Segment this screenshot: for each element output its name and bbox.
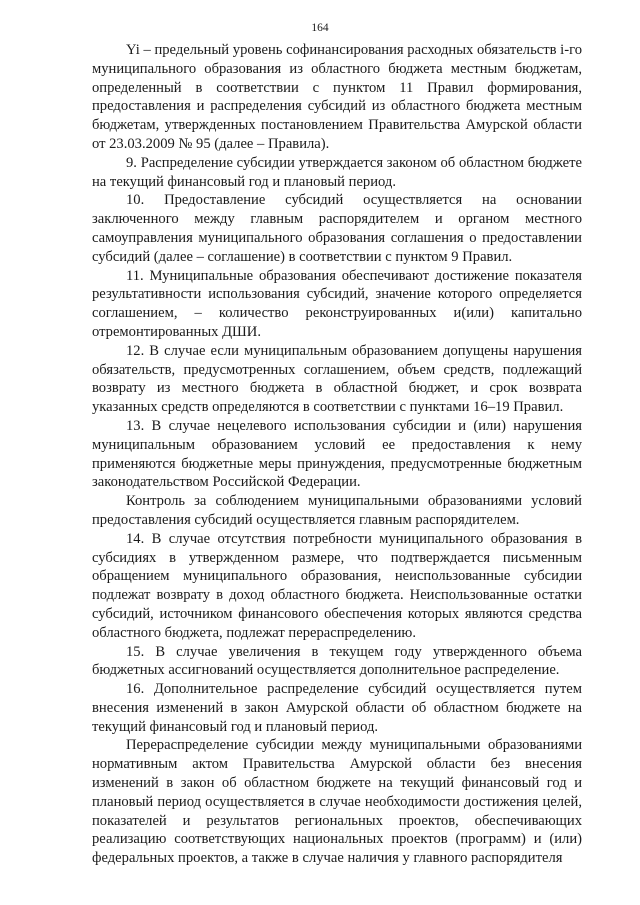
paragraph-10: 10. Предоставление субсидий осуществляется на основании заключенного между главным распорядителем и органом местного самоуправления муниципального образования соглашения о предоставлении субсидий (далее – соглашение) в соответствии с пунктом 9 Правил. xyxy=(92,192,582,265)
paragraph-16: 16. Дополнительное распределение субсидий осуществляется путем внесения изменений в закон Амурской области об областном бюджете на текущий финансовый год и плановый период. xyxy=(92,681,582,735)
paragraph-15: 15. В случае увеличения в текущем году утвержденного объема бюджетных ассигнований осуществляется дополнительное распределение. xyxy=(92,643,582,679)
paragraph-12: 12. В случае если муниципальным образованием допущены нарушения обязательств, предусмотренных соглашением, объем средств, подлежащий возврату из местного бюджета в областной бюджет, и срок возврата указанных средств определяются в соответствии с пунктами 16–19 Правил. xyxy=(92,342,582,416)
paragraph-11: 11. Муниципальные образования обеспечивают достижение показателя результативности использования субсидий, значение которого определяется соглашением, – количество реконструированных и(или) капитально отремонтированных ДШИ. xyxy=(92,267,582,340)
paragraph-13-control: Контроль за соблюдением муниципальными образованиями условий предоставления субсидий осуществляется главным распорядителем. xyxy=(92,493,582,528)
paragraph-14: 14. В случае отсутствия потребности муниципального образования в субсидиях в утвержденном размере, что подтверждается письменным обращением муниципального образования, неиспользованные субсидии подлежат возврату в доход областного бюджета. Неиспользованные остатки субсидий, источником финансового обеспечения которых являются средства областного бюджета, подлежат перераспределению. xyxy=(92,530,582,641)
page-number: 164 xyxy=(311,22,329,34)
paragraph-16-redistribution: Перераспределение субсидии между муниципальными образованиями нормативным актом Правительства Амурской области без внесения изменений в закон об областном бюджете на текущий финансовый год и плановый период осуществляется в случае необходимости достижения целей, показателей и результатов региональных проектов, обеспечивающих реализацию соответствующих национальных проектов (программ) и (или) федеральных проектов, а также в случае наличия у главного распорядителя xyxy=(92,737,582,867)
paragraph-9: 9. Распределение субсидии утверждается законом об областном бюджете на текущий финансовый год и плановый период. xyxy=(92,154,582,190)
paragraph-13: 13. В случае нецелевого использования субсидии и (или) нарушения муниципальным образованием условий ее предоставления к нему применяются бюджетные меры принуждения, предусмотренные бюджетным законодательством Российской Федерации. xyxy=(92,417,582,491)
document-body xyxy=(92,41,582,868)
paragraph-definition-yi: Yi – предельный уровень софинансирования расходных обязательств i-го муниципального образования из областного бюджета местным бюджетам, определенный в соответствии с пунктом 11 Правил формирования, предоставления и распределения субсидий из областного бюджета местным бюджетам, утвержденных постановлением Правительства Амурской области от 23.03.2009 № 95 (далее – Правила). xyxy=(92,42,582,152)
